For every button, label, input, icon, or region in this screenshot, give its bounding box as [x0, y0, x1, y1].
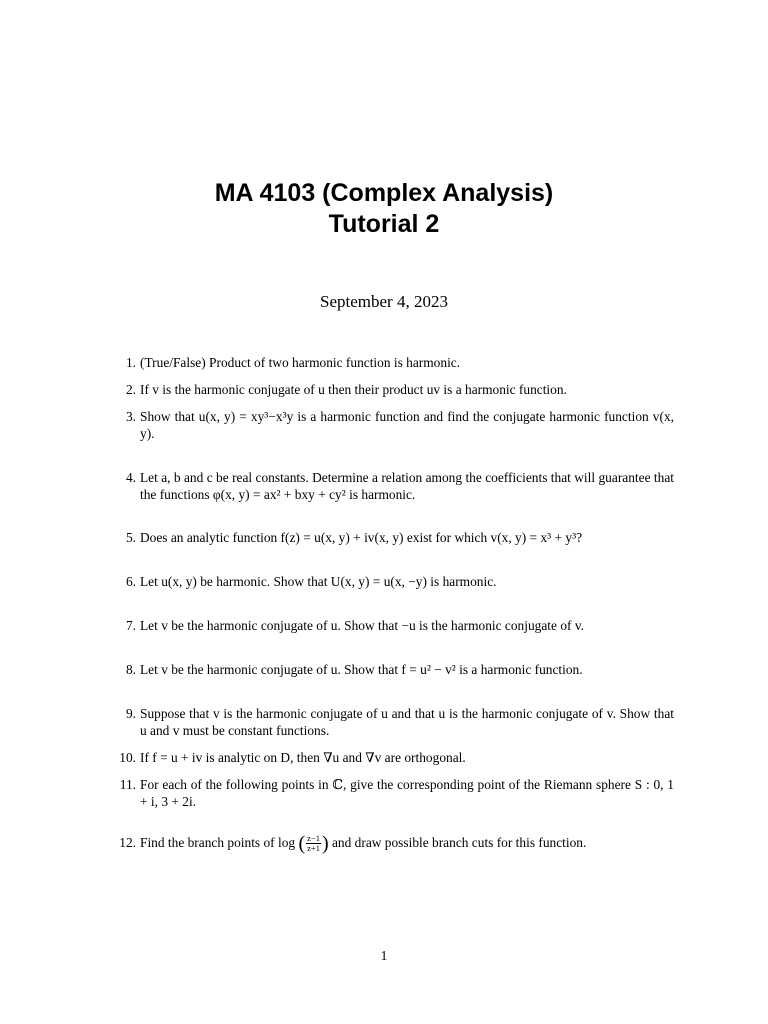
- problem-6: [110, 573, 674, 590]
- problem-4: [110, 469, 674, 503]
- problem-1: [110, 354, 674, 371]
- document-subtitle: Tutorial 2: [328, 210, 440, 238]
- problem-9: [110, 705, 674, 739]
- problem-number: 4.: [125, 470, 136, 485]
- problem-number: 1.: [125, 355, 136, 370]
- problem-text: Let u(x, y) be harmonic. Show that U(x, y) = u(x, −y) is harmonic.: [140, 574, 497, 589]
- problem-number: 11.: [119, 777, 136, 792]
- problem-5: [110, 529, 674, 546]
- page-number: 1: [380, 948, 388, 963]
- problem-text: Show that u(x, y) = xy³−x³y is a harmonic function and find the conjugate harmonic function v(x, y).: [140, 409, 674, 441]
- problem-text: Let a, b and c be real constants. Determine a relation among the coefficients that will guarantee that the functions φ(x, y) = ax² + bxy + cy² is harmonic.: [140, 470, 674, 502]
- problem-12: [110, 834, 674, 853]
- problem-text: Suppose that v is the harmonic conjugate of u and that u is the harmonic conjugate of v. Show that u and v must be constant functions.: [140, 706, 674, 738]
- fraction-numerator: z−1: [307, 833, 320, 844]
- problem-text: If f = u + iv is analytic on D, then ∇u and ∇v are orthogonal.: [140, 750, 466, 765]
- problem-number: 10.: [119, 750, 136, 765]
- problem-number: 12.: [119, 835, 136, 850]
- problem-number: 6.: [125, 574, 136, 589]
- problem-8: [110, 661, 674, 678]
- problem-text: [140, 834, 674, 853]
- problem-number: 9.: [125, 706, 136, 721]
- problem-number: 2.: [125, 382, 136, 397]
- problem-text: (True/False) Product of two harmonic function is harmonic.: [140, 355, 461, 370]
- problem-10: [110, 749, 674, 766]
- problem-number: 7.: [125, 618, 136, 633]
- problem-7: [110, 617, 674, 634]
- fraction-denominator: z+1: [307, 843, 320, 854]
- problem-number: 8.: [125, 662, 136, 677]
- problem-11: [110, 776, 674, 810]
- problem-number: 3.: [125, 409, 136, 424]
- problem-3: [110, 408, 674, 442]
- document-title: MA 4103 (Complex Analysis): [214, 179, 554, 207]
- problem-text: If v is the harmonic conjugate of u then their product uv is a harmonic function.: [140, 382, 567, 397]
- problem-2: [110, 381, 674, 398]
- right-paren: ): [321, 832, 329, 855]
- left-paren: (: [298, 832, 306, 855]
- problem-text-after: and draw possible branch cuts for this function.: [331, 835, 587, 850]
- problem-text: For each of the following points in ℂ, give the corresponding point of the Riemann sphere S : 0, 1 + i, 3 + 2i.: [140, 777, 674, 809]
- problem-number: 5.: [125, 530, 136, 545]
- problem-text: Let v be the harmonic conjugate of u. Show that −u is the harmonic conjugate of v.: [140, 618, 584, 633]
- problem-text-before: Find the branch points of log: [140, 835, 296, 850]
- document-date: September 4, 2023: [320, 292, 448, 311]
- problem-text: Does an analytic function f(z) = u(x, y) + iv(x, y) exist for which v(x, y) = x³ + y³?: [140, 530, 583, 545]
- fraction: [306, 834, 321, 853]
- problem-text: Let v be the harmonic conjugate of u. Show that f = u² − v² is a harmonic function.: [140, 662, 583, 677]
